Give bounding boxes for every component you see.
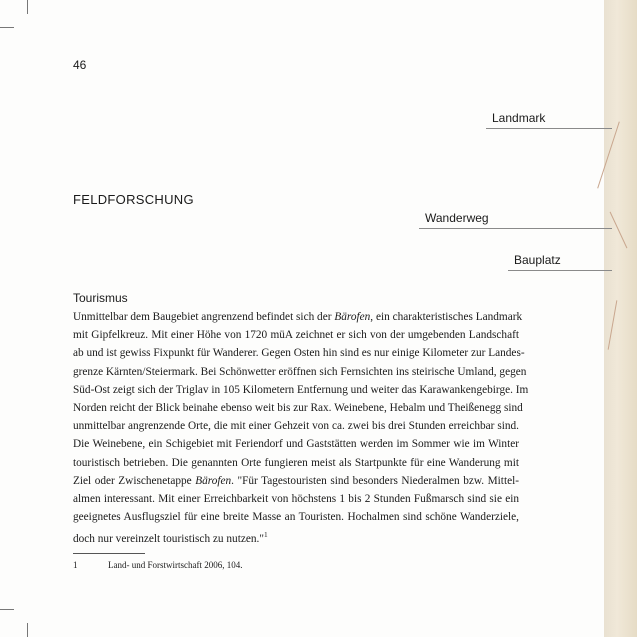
body-line: touristisch betrieben. Die genannten Orte fungieren meist als Startpunkte für eine Wanderung mit xyxy=(73,456,519,469)
crop-mark-left-top xyxy=(0,27,14,28)
margin-label-landmark: Landmark xyxy=(492,111,546,125)
body-line: Ziel oder Zwischenetappe Bärofen. "Für Tagestouristen sind besonders Niederalmen bzw. Mittel- xyxy=(73,474,519,487)
body-line: unmittelbar angrenzende Orte, die mit einer Gehzeit von ca. zwei bis drei Stunden erreichbar sind. xyxy=(73,420,519,433)
margin-rule-wanderweg xyxy=(419,228,612,229)
margin-label-wanderweg: Wanderweg xyxy=(425,211,489,225)
crop-mark-top-left xyxy=(27,0,28,14)
body-line: Unmittelbar dem Baugebiet angrenzend befindet sich der Bärofen, ein charakteristisches Landmark xyxy=(73,311,523,323)
subheading: Tourismus xyxy=(73,291,128,305)
footnote-text: Land- und Forstwirtschaft 2006, 104. xyxy=(108,560,243,570)
footnote-number: 1 xyxy=(73,560,78,570)
section-title: FELDFORSCHUNG xyxy=(73,192,194,207)
body-line: Süd-Ost zeigt sich der Triglav in 105 Kilometern Entfernung und weiter das Karawankengebirge. Im xyxy=(73,383,529,396)
margin-label-bauplatz: Bauplatz xyxy=(514,253,561,267)
body-line: almen interessant. Mit einer Erreichbarkeit von höchstens 1 bis 2 Stunden Fußmarsch sind sie ein xyxy=(73,493,519,506)
margin-rule-bauplatz xyxy=(508,270,612,271)
edge-map-line xyxy=(608,300,618,349)
footnote-reference: 1 xyxy=(263,530,268,540)
crop-mark-bottom-left xyxy=(27,623,28,637)
body-line: ab und ist gewiss Fixpunkt für Wanderer. Gegen Osten hin sind es nur einige Kilometer zur Landes- xyxy=(73,347,525,360)
place-name: Bärofen xyxy=(195,474,232,487)
body-line: grenze Kärnten/Steiermark. Bei Schönwetter eröffnen sich Fernsichten ins steirische Umland, gegen xyxy=(73,365,527,378)
body-line: mit Gipfelkreuz. Mit einer Höhe von 1720 müA zeichnet er sich von der umgebenden Landschaft xyxy=(73,329,519,342)
footnote-rule xyxy=(73,553,145,554)
body-text xyxy=(73,308,529,548)
page-number: 46 xyxy=(73,58,87,72)
crop-mark-left-bottom xyxy=(0,609,14,610)
adjacent-page-edge xyxy=(604,0,637,637)
margin-rule-landmark xyxy=(486,128,612,129)
place-name: Bärofen xyxy=(334,311,371,323)
body-line: geeignetes Ausflugsziel für eine breite Masse an Touristen. Hochalmen sind schöne Wanderziele, xyxy=(73,511,519,524)
body-line: Norden reicht der Blick beinahe ebenso weit bis zur Rax. Weinebene, Hebalm und Theißenegg sind xyxy=(73,402,523,415)
edge-map-line xyxy=(597,122,620,189)
body-line: Die Weinebene, ein Schigebiet mit Feriendorf und Gaststätten werden im Sommer wie im Winter xyxy=(73,438,519,451)
body-line: doch nur vereinzelt touristisch zu nutzen."$^1$ xyxy=(73,530,268,546)
edge-map-line xyxy=(610,212,628,249)
